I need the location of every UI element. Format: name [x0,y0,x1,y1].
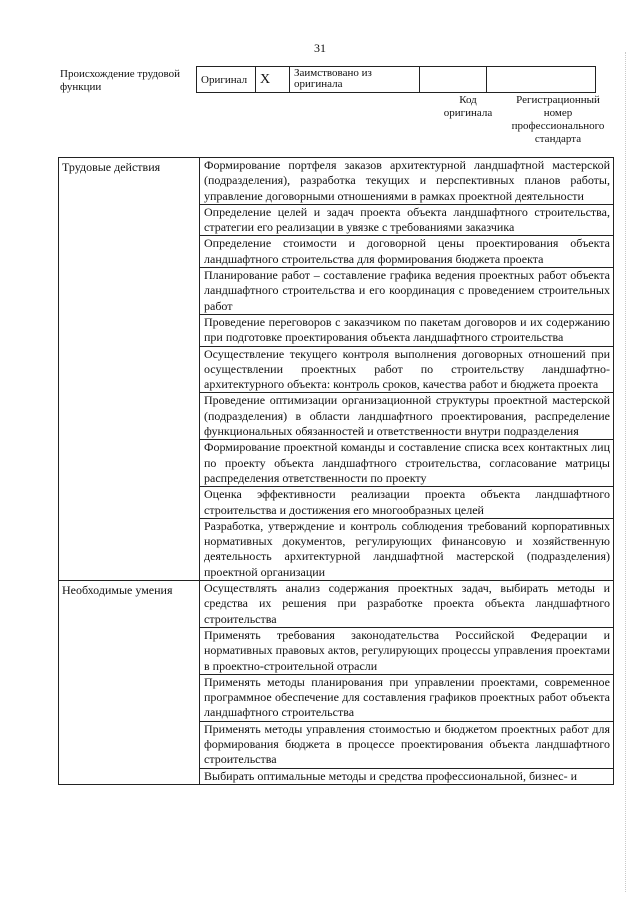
labor-action-item: Определение целей и задач проекта объекта ландшафтного строительства, стратегии его реализации в увязке с требованиями заказчика [200,204,614,236]
scan-edge-line [624,52,626,892]
labor-action-item: Оценка эффективности реализации проекта объекта ландшафтного строительства и достижения его многообразных целей [200,487,614,519]
labor-action-item: Проведение переговоров с заказчиком по пакетам договоров и их содержанию при подготовке проектирования объекта ландшафтного строительства [200,314,614,346]
labor-action-item: Определение стоимости и договорной цены проектирования объекта ландшафтного строительства для формирования бюджета проекта [200,236,614,268]
required-skills-title: Необходимые умения [59,581,200,785]
labor-action-item: Формирование портфеля заказов архитектурной ландшафтной мастерской (подразделения), разработка текущих и перспективных планов работы, управление договорными отношениями в рамках проектной деятельности [200,158,614,205]
code-cell [420,67,487,93]
original-cell: Оригинал [197,67,256,93]
skill-item: Выбирать оптимальные методы и средства профессиональной, бизнес- и [200,768,614,784]
origin-label: Происхождение трудовой функции [60,68,181,93]
labor-actions-title: Трудовые действия [59,158,200,581]
skill-item: Применять методы планирования при управлении проектами, современное программное обеспечение для составления графиков проектных работ объекта ландшафтного строительства [200,674,614,721]
skill-item: Применять требования законодательства Российской Федерации и нормативных правовых актов, регулирующих процессы управления проектами в проектно-строительной отрасли [200,627,614,674]
origin-table [196,66,596,93]
page-number: 31 [314,41,326,55]
skill-item: Применять методы управления стоимостью и бюджетом проектных работ для формирования бюджета в процессе проектирования объекта ландшафтного строительства [200,721,614,768]
labor-action-item: Разработка, утверждение и контроль соблюдения требований корпоративных нормативных документов, регулирующих финансовую и хозяйственную деятельность архитектурной ландшафтной мастерской (подразделения) проектной организации [200,518,614,580]
labor-action-item: Осуществление текущего контроля выполнения договорных отношений при осуществлении проектных работ по строительству ландшафтно-архитектурного объекта: контроль сроков, качества работ и бюджета проекта [200,346,614,393]
labor-action-item: Проведение оптимизации организационной структуры проектной мастерской (подразделения) в области ландшафтного проектирования, распределение функциональных обязанностей и ответственности внутри подразделения [200,393,614,440]
table-row [59,581,614,628]
borrowed-cell: Заимствовано из оригинала [290,67,420,93]
labor-action-item: Планирование работ – составление графика ведения проектных работ объекта ландшафтного строительства и его координация с проведением строительных работ [200,268,614,315]
skill-item: Осуществлять анализ содержания проектных задач, выбирать методы и средства их решения при разработке проекта объекта ландшафтного строительства [200,581,614,628]
function-table [58,157,614,785]
original-mark: X [256,67,290,93]
labor-action-item: Формирование проектной команды и составление списка всех контактных лиц по проекту объекта ландшафтного строительства, согласование матрицы распределения ответственности по проекту [200,440,614,487]
reg-number-caption: Регистрационный номер профессионального стандарта [511,94,605,145]
code-caption: Код оригинала [443,94,493,119]
table-row [59,158,614,205]
reg-number-cell [487,67,596,93]
